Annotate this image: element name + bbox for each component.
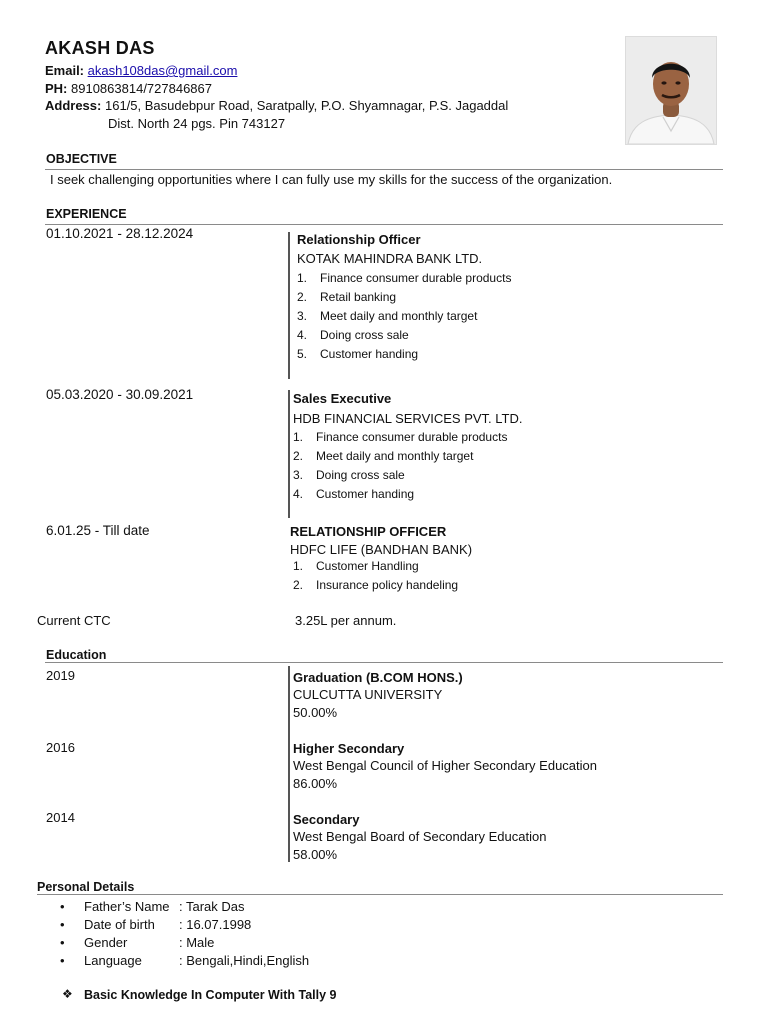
list-item: 3. Doing cross sale [293,468,405,482]
profile-photo-image [626,37,716,144]
ctc-value: 3.25L per annum. [295,613,397,628]
list-item: 2. Retail banking [297,290,397,304]
education-score: 50.00% [293,705,338,720]
list-item: 1. Customer Handling [293,559,419,573]
job-separator [288,390,290,518]
job-title: Relationship Officer [297,232,421,247]
experience-divider [45,224,723,225]
email-label: Email: [45,63,85,78]
education-institution: CULCUTTA UNIVERSITY [293,687,443,702]
job-dates: 6.01.25 - Till date [46,523,150,538]
job-company: HDFC LIFE (BANDHAN BANK) [290,542,473,557]
personal-details-list [60,898,309,970]
list-item: • Date of birth : 16.07.1998 [60,916,309,934]
address-row [45,97,508,114]
job-duties [293,557,458,595]
email-row [45,62,237,79]
objective-divider [45,169,723,170]
email-link[interactable]: akash108das@gmail.com [87,63,238,78]
education-degree: Graduation (B.COM HONS.) [293,670,463,685]
candidate-name: AKASH DAS [45,38,155,58]
list-item: 4. Doing cross sale [297,328,409,342]
education-institution: West Bengal Council of Higher Secondary Education [293,758,597,773]
list-item: 2. Insurance policy handeling [293,578,459,592]
experience-heading: EXPERIENCE [46,207,127,221]
personal-heading: Personal Details [37,880,135,894]
phone-row [45,80,212,97]
job-company: KOTAK MAHINDRA BANK LTD. [297,251,483,266]
list-item: 1. Finance consumer durable products [293,430,508,444]
phone-value: 8910863814/727846867 [71,81,212,96]
education-year: 2019 [46,668,75,683]
education-year: 2014 [46,810,75,825]
job-duties [293,428,507,504]
address-line2: Dist. North 24 pgs. Pin 743127 [108,116,286,131]
list-item: 2. Meet daily and monthly target [293,449,474,463]
education-score: 58.00% [293,847,338,862]
education-degree: Secondary [293,812,360,827]
job-dates: 01.10.2021 - 28.12.2024 [46,226,194,241]
education-institution: West Bengal Board of Secondary Education [293,829,547,844]
education-separator [288,666,290,862]
personal-divider [37,894,723,895]
list-item: 4. Customer handing [293,487,415,501]
list-item: • Gender : Male [60,934,309,952]
objective-heading: OBJECTIVE [46,152,117,166]
list-item: • Language : Bengali,Hindi,English [60,952,309,970]
list-item: 3. Meet daily and monthly target [297,309,478,323]
education-degree: Higher Secondary [293,741,405,756]
address-line1: 161/5, Basudebpur Road, Saratpally, P.O. Shyamnagar, P.S. Jagaddal [104,98,509,113]
list-item: • Father’s Name : Tarak Das [60,898,309,916]
education-year: 2016 [46,740,75,755]
job-title: RELATIONSHIP OFFICER [290,524,447,539]
job-duties [297,269,511,364]
job-company: HDB FINANCIAL SERVICES PVT. LTD. [293,411,523,426]
list-item: 1. Finance consumer durable products [297,271,512,285]
job-dates: 05.03.2020 - 30.09.2021 [46,387,194,402]
education-heading: Education [46,648,107,662]
education-score: 86.00% [293,776,338,791]
job-separator [288,232,290,379]
objective-text: I seek challenging opportunities where I can fully use my skills for the success of the organization. [50,172,613,187]
job-title: Sales Executive [293,391,392,406]
diamond-bullet-icon: ❖ [62,987,73,1001]
phone-label: PH: [45,81,68,96]
education-divider [45,662,723,663]
address-label: Address: [45,98,102,113]
list-item: 5. Customer handing [297,347,419,361]
computer-knowledge: Basic Knowledge In Computer With Tally 9 [84,988,337,1002]
profile-photo [625,36,717,145]
ctc-label: Current CTC [37,613,111,628]
